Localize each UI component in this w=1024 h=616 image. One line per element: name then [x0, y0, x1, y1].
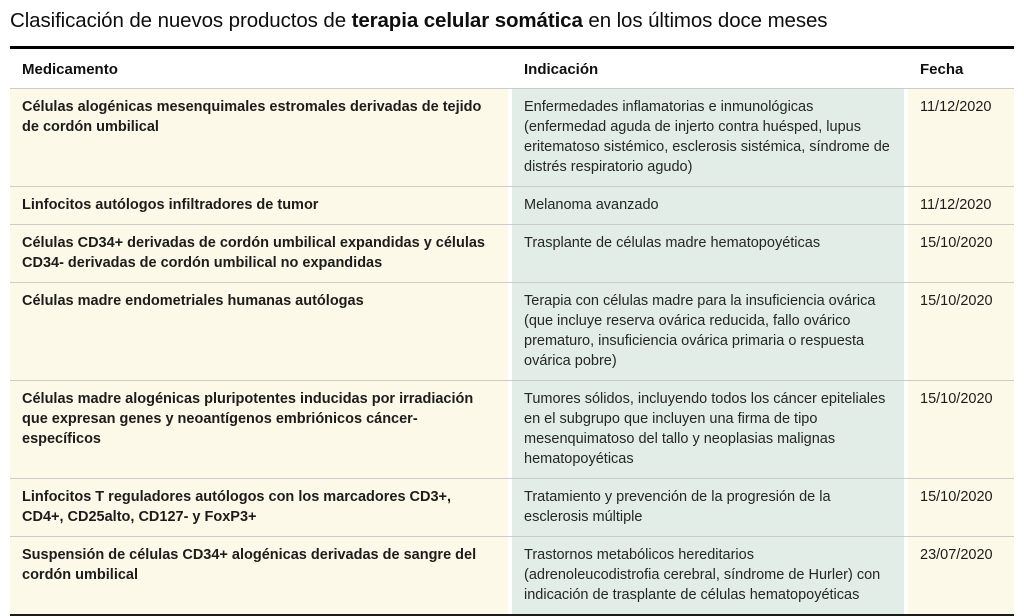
- cell-medicamento: Células alogénicas mesenquimales estromales derivadas de tejido de cordón umbilical: [10, 89, 508, 186]
- title-prefix: Clasificación de nuevos productos de: [10, 9, 352, 32]
- cell-medicamento: Linfocitos T reguladores autólogos con los marcadores CD3+, CD4+, CD25alto, CD127- y FoxP3+: [10, 479, 508, 536]
- table-row: [10, 186, 1014, 224]
- cell-medicamento: Suspensión de células CD34+ alogénicas derivadas de sangre del cordón umbilical: [10, 537, 508, 614]
- table-row: [10, 536, 1014, 614]
- column-header-medicamento: Medicamento: [22, 61, 118, 78]
- cell-fecha: 15/10/2020: [908, 283, 1014, 380]
- title-suffix: en los últimos doce meses: [582, 9, 828, 32]
- cell-medicamento: Células CD34+ derivadas de cordón umbilical expandidas y células CD34- derivadas de cordón umbilical no expandidas: [10, 225, 508, 282]
- cell-indicacion: Trasplante de células madre hematopoyéticas: [512, 225, 904, 282]
- title-highlight: terapia celular somática: [351, 9, 583, 32]
- table-row: [10, 380, 1014, 478]
- cell-medicamento: Linfocitos autólogos infiltradores de tumor: [10, 187, 508, 224]
- cell-medicamento: Células madre alogénicas pluripotentes inducidas por irradiación que expresan genes y neoantígenos embriónicos cáncer-específicos: [10, 381, 508, 478]
- cell-fecha: 15/10/2020: [908, 381, 1014, 478]
- page-title: [10, 9, 1014, 33]
- cell-indicacion: Enfermedades inflamatorias e inmunológicas (enfermedad aguda de injerto contra huésped, lupus eritematoso sistémico, esclerosis sistémica, síndrome de distrés respiratorio agudo): [512, 89, 904, 186]
- table-row: [10, 478, 1014, 536]
- cell-indicacion: Melanoma avanzado: [512, 187, 904, 224]
- cell-indicacion: Tumores sólidos, incluyendo todos los cáncer epiteliales en el subgrupo que incluyen una firma de tipo mesenquimatoso del tallo y neoplasias malignas hematopoyéticas: [512, 381, 904, 478]
- cell-indicacion: Terapia con células madre para la insuficiencia ovárica (que incluye reserva ovárica reducida, fallo ovárico prematuro, insuficiencia ovárica primaria o respuesta ovárica pobre): [512, 283, 904, 380]
- table-header-row: [10, 49, 1014, 89]
- table-row: [10, 89, 1014, 186]
- cell-fecha: 15/10/2020: [908, 479, 1014, 536]
- column-header-fecha: Fecha: [920, 61, 964, 78]
- cell-fecha: 23/07/2020: [908, 537, 1014, 614]
- products-table: [10, 49, 1014, 616]
- cell-indicacion: Tratamiento y prevención de la progresión de la esclerosis múltiple: [512, 479, 904, 536]
- column-header-indicacion: Indicación: [524, 61, 599, 78]
- cell-medicamento: Células madre endometriales humanas autólogas: [10, 283, 508, 380]
- cell-fecha: 11/12/2020: [908, 187, 1014, 224]
- table-row: [10, 282, 1014, 380]
- cell-indicacion: Trastornos metabólicos hereditarios (adrenoleucodistrofia cerebral, síndrome de Hurler) con indicación de trasplante de células hematopoyéticas: [512, 537, 904, 614]
- cell-fecha: 11/12/2020: [908, 89, 1014, 186]
- table-body: [10, 89, 1014, 614]
- cell-fecha: 15/10/2020: [908, 225, 1014, 282]
- table-row: [10, 224, 1014, 282]
